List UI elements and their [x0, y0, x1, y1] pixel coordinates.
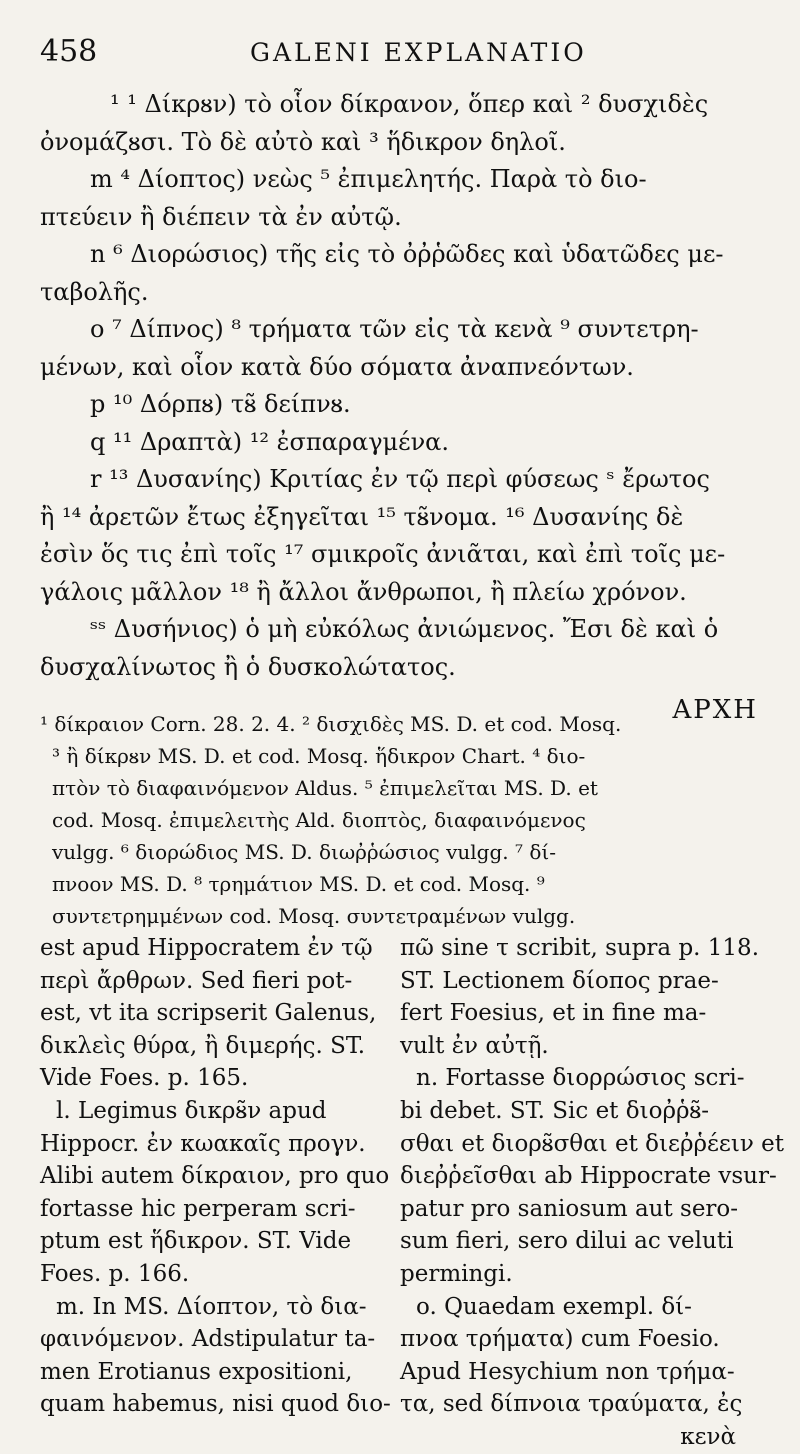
commentary-line: τα, sed δίπνοια τραύματα, ἐς — [400, 1391, 743, 1418]
footnote-line: ¹ δίκραιον Corn. 28. 2. 4. ² δισχιδὲς MS. D. et cod. Mosq. — [40, 712, 622, 736]
glossary-text — [40, 86, 758, 730]
commentary-line: est, vt ita scripserit Galenus, — [40, 1000, 377, 1027]
commentary-line: l. Legimus δικρᴕ̃ν apud — [56, 1097, 327, 1124]
commentary-line: Vide Foes. p. 165. — [40, 1065, 249, 1092]
footnote-line: πνοον MS. D. ⁸ τρημάτιον MS. D. et cod. Mosq. ⁹ — [52, 872, 545, 896]
commentary-line: bi debet. ST. Sic et διοῤῥᴕ̃- — [400, 1097, 710, 1124]
commentary-right-column — [400, 932, 784, 1454]
footnote-line: πτὸν τὸ διαφαινόμενον Aldus. ⁵ ἐπιμελεῖται MS. D. et — [52, 776, 598, 800]
footnote-line: συντετρημμένων cod. Mosq. συντετραμένων vulgg. — [52, 904, 576, 928]
footnote-line: ³ ἢ δίκρᴕν MS. D. et cod. Mosq. ἥδικρον Chart. ⁴ διο- — [52, 744, 586, 768]
text-line: ὀνομάζᴕσι. Τὸ δὲ αὐτὸ καὶ ³ ἥδικρον δηλοῖ. — [40, 127, 566, 156]
text-line: μένων, καὶ οἷον κατὰ δύο σόματα ἀναπνεόντων. — [40, 352, 634, 381]
commentary-line: πνοα τρήματα) cum Foesio. — [400, 1326, 720, 1353]
commentary-catchword: κενὰ — [680, 1423, 736, 1450]
text-line: n ⁶ Διορώσιος) τῆς εἰς τὸ ὀῤῥῶδες καὶ ὑδατῶδες με- — [90, 240, 724, 268]
text-line: δυσχαλίνωτος ἢ ὁ δυσκολώτατος. — [40, 652, 456, 681]
text-line: p ¹⁰ Δόρπᴕ) τᴕ̃ δείπνᴕ. — [90, 390, 351, 418]
commentary-line: m. In MS. Δίοπτον, τὸ δια- — [56, 1293, 367, 1320]
footnote-line: cod. Mosq. ἐπιμελειτὴς Ald. διοπτὸς, διαφαινόμενος — [52, 808, 586, 832]
commentary-line: περὶ ἄρθρων. Sed fieri pot- — [40, 967, 353, 994]
commentary-line: φαινόμενον. Adstipulatur ta- — [40, 1326, 376, 1353]
text-line: o ⁷ Δίπνος) ⁸ τρήματα τῶν εἰς τὰ κενὰ ⁹ συντετρη- — [90, 315, 699, 343]
text-line: q ¹¹ Δραπτὰ) ¹² ἐσπαραγμένα. — [90, 427, 449, 456]
commentary-line: quam habemus, nisi quod διο- — [40, 1391, 391, 1418]
commentary-line: fert Foesius, et in fine ma- — [400, 1000, 707, 1027]
text-line: ἢ ¹⁴ ἀρετῶν ἔτως ἐξηγεῖται ¹⁵ τᴕ̃νομα. ¹⁶ Δυσανίης δὲ — [40, 502, 684, 531]
commentary-line: δικλεὶς θύρα, ἢ διμερής. ST. — [40, 1032, 366, 1059]
commentary-left-column — [40, 932, 391, 1421]
page-number: 458 — [40, 34, 98, 69]
text-line: ˢˢ Δυσήνιος) ὁ μὴ εὐκόλως ἀνιώμενος. Ἔσι δὲ καὶ ὁ — [90, 615, 719, 643]
commentary-line: ptum est ἥδικρον. ST. Vide — [40, 1228, 352, 1255]
running-head: GALENI EXPLANATIO — [250, 38, 587, 67]
footnote-line: vulgg. ⁶ διορώδιος MS. D. διωῤῥώσιος vulgg. ⁷ δί- — [52, 840, 556, 864]
text-line: m ⁴ Δίοπτος) νεὼς ⁵ ἐπιμελητής. Παρὰ τὸ διο- — [90, 165, 647, 193]
commentary-line: διεῤῥεῖσθαι ab Hippocrate vsur- — [400, 1163, 777, 1190]
commentary-line: Apud Hesychium non τρήμα- — [400, 1358, 735, 1385]
text-line: ¹ ¹ Δίκρᴕν) τὸ οἷον δίκρανον, ὅπερ καὶ ² δυσχιδὲς — [110, 90, 709, 118]
text-line: ἐσὶν ὅς τις ἐπὶ τοῖς ¹⁷ σμικροῖς ἀνιᾶται, καὶ ἐπὶ τοῖς με- — [40, 540, 726, 568]
catchword: ΑΡΧΗ — [672, 695, 758, 725]
commentary-line: σθαι et διορᴕ̃σθαι et διεῤῥέειν et — [400, 1130, 784, 1157]
commentary-line: men Erotianus expositioni, — [40, 1358, 353, 1385]
commentary-line: fortasse hic perperam scri- — [40, 1195, 356, 1222]
commentary-line: permingi. — [400, 1260, 513, 1287]
commentary-line: Alibi autem δίκραιον, pro quo — [40, 1163, 390, 1190]
page-header — [40, 34, 760, 74]
commentary-line: sum fieri, sero dilui ac veluti — [400, 1228, 734, 1255]
commentary-line: est apud Hippocratem ἐν τῷ — [40, 935, 373, 961]
commentary-line: patur pro saniosum aut sero- — [400, 1195, 739, 1222]
footnotes — [40, 708, 758, 932]
text-line: r ¹³ Δυσανίης) Κριτίας ἐν τῷ περὶ φύσεως ˢ ἔρωτος — [90, 465, 710, 493]
commentary-line: πῶ sine τ scribit, supra p. 118. — [400, 935, 760, 961]
commentary-line: o. Quaedam exempl. δί- — [416, 1293, 692, 1320]
commentary-line: vult ἐν αὐτῇ. — [400, 1032, 549, 1059]
text-line: πτεύειν ἢ διέπειν τὰ ἐν αὐτῷ. — [40, 202, 402, 231]
commentary-line: Foes. p. 166. — [40, 1260, 190, 1287]
commentary-line: Hippocr. ἐν κωακαῖς προγν. — [40, 1130, 366, 1157]
text-line: ταβολῆς. — [40, 277, 149, 306]
commentary-line: n. Fortasse διορρώσιος scri- — [416, 1065, 745, 1092]
commentary-line: ST. Lectionem δίοπος prae- — [400, 967, 719, 994]
text-line: γάλοις μᾶλλον ¹⁸ ἢ ἄλλοι ἄνθρωποι, ἢ πλείω χρόνον. — [40, 577, 687, 606]
